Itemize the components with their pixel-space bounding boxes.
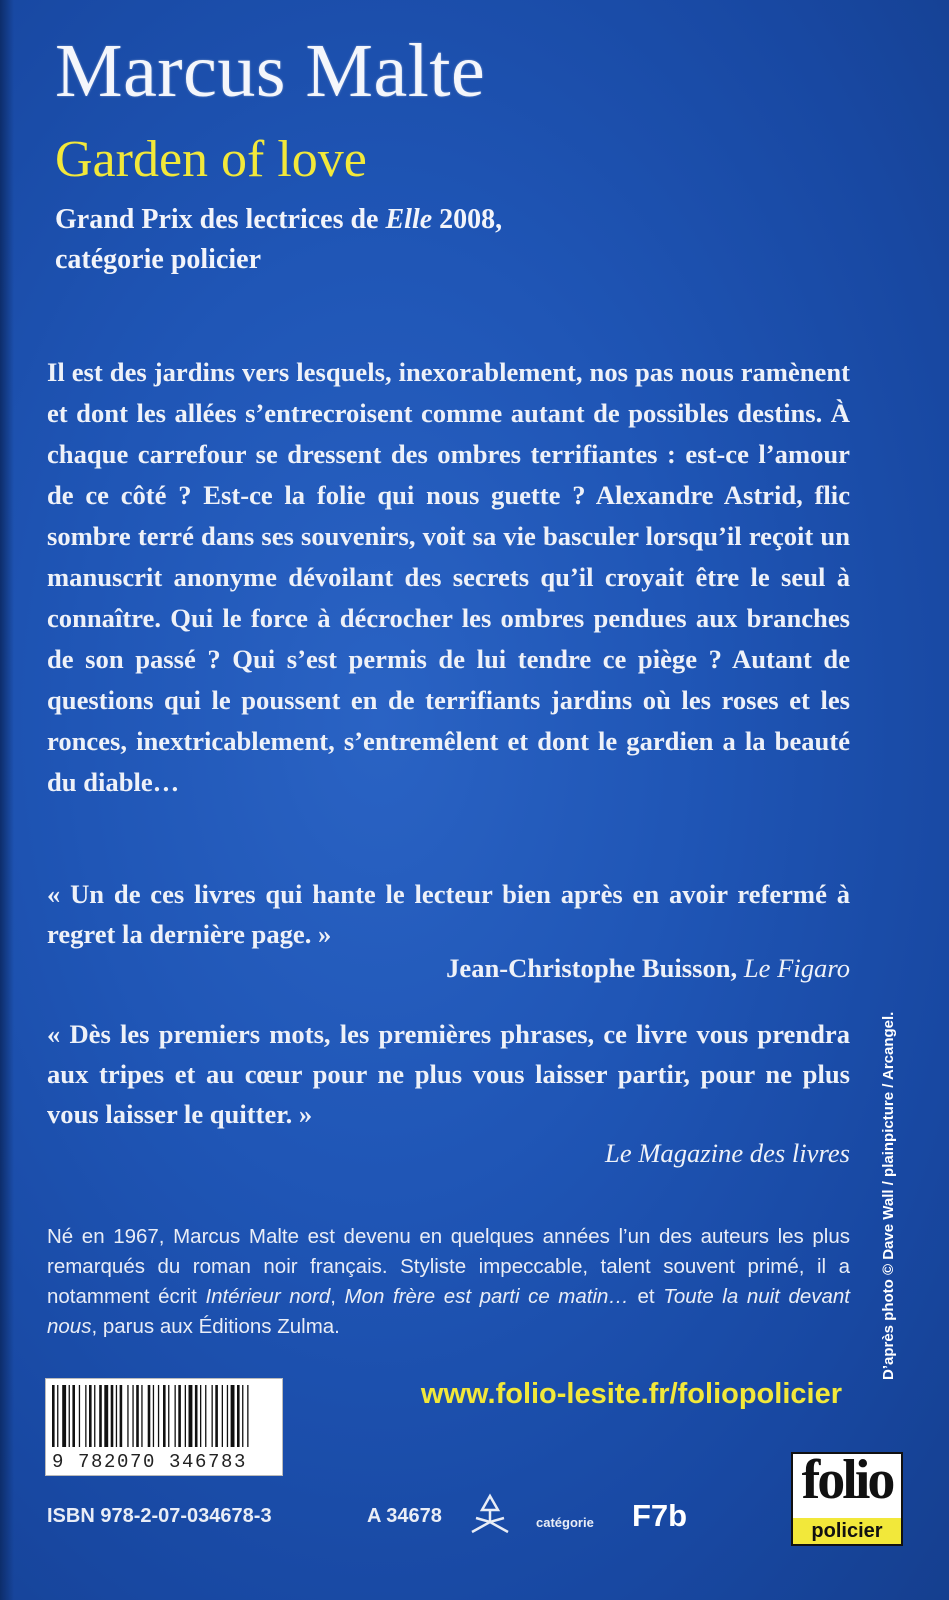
review-quote-1: « Un de ces livres qui hante le lecteur bien après en avoir refermé à regret la dernière page. » <box>47 879 850 949</box>
bio-text-2: , parus aux Éditions Zulma. <box>91 1315 340 1338</box>
barcode-bars <box>52 1385 276 1447</box>
author-name: Marcus Malte <box>55 29 486 113</box>
logo-band: policier <box>793 1518 901 1544</box>
bio-book-3: Toute la nuit devant nous <box>47 1285 851 1338</box>
bio-book-2: Mon frère est parti ce matin… <box>344 1285 629 1308</box>
prize-line <box>55 200 695 280</box>
bio-separator-1: , <box>330 1285 345 1308</box>
photo-credit: D’après photo © Dave Wall / plainpicture / Arcangel. <box>880 1011 897 1380</box>
publisher-mark-icon <box>462 1492 518 1540</box>
logo-word: folio <box>801 1449 893 1511</box>
review-1-attribution <box>446 953 850 984</box>
bio-separator-2: et <box>628 1285 664 1308</box>
prize-magazine: Elle <box>385 204 433 235</box>
folio-policier-logo <box>791 1449 903 1546</box>
review-1-critic: Jean-Christophe Buisson, <box>446 953 744 983</box>
prize-prefix: Grand Prix des lectrices de <box>55 204 386 235</box>
book-title: Garden of love <box>55 131 367 188</box>
prize-category: catégorie policier <box>55 244 262 275</box>
categorie-code: F7b <box>632 1498 688 1533</box>
review-quote-2: « Dès les premiers mots, les premières phrases, ce livre vous prendra aux tripes et au cœur pour ne plus vous laisser partir, pour ne plus vous laisser le quitter. » <box>47 1019 850 1129</box>
barcode <box>45 1378 283 1476</box>
prize-suffix: 2008, <box>432 204 503 235</box>
bio-text-1: Né en 1967, Marcus Malte est devenu en quelques années l’un des auteurs les plus remarqués du roman noir français. Styliste impeccable, talent souvent primé, il a notamment écrit <box>47 1225 850 1308</box>
categorie-label: catégorie <box>536 1515 594 1530</box>
website-link[interactable]: www.folio-lesite.fr/foliopolicier <box>420 1378 842 1410</box>
review-1-source: Le Figaro <box>743 953 850 983</box>
bio-book-1: Intérieur nord <box>205 1285 331 1308</box>
review-2-source: Le Magazine des livres <box>605 1138 850 1168</box>
barcode-digits: 9 782070 346783 <box>52 1451 278 1473</box>
spine-shadow <box>0 0 14 1600</box>
isbn: ISBN 978-2-07-034678-3 <box>47 1505 272 1527</box>
synopsis: Il est des jardins vers lesquels, inexorablement, nos pas nous ramènent et dont les allées s’entrecroisent comme autant de possibles destins. À chaque carrefour se dressent des ombres terrifiantes : est-ce l’amour de ce côté ? Est-ce la folie qui nous guette ? Alexandre Astrid, flic sombre terré dans ses souvenirs, voit sa vie basculer lorsqu’il reçoit un manuscrit anonyme dévoilant des secrets qu’il croyait être le seul à connaître. Qui le force à décrocher les ombres pendues aux branches de son passé ? Qui s’est permis de lui tendre ce piège ? Autant de questions qui le poussent en de terrifiants jardins où les roses et les ronces, inextricablement, s’entremêlent et dont le gardien a la beauté du diable… <box>47 357 850 797</box>
author-bio <box>47 1222 850 1342</box>
catalog-code: A 34678 <box>367 1505 442 1527</box>
